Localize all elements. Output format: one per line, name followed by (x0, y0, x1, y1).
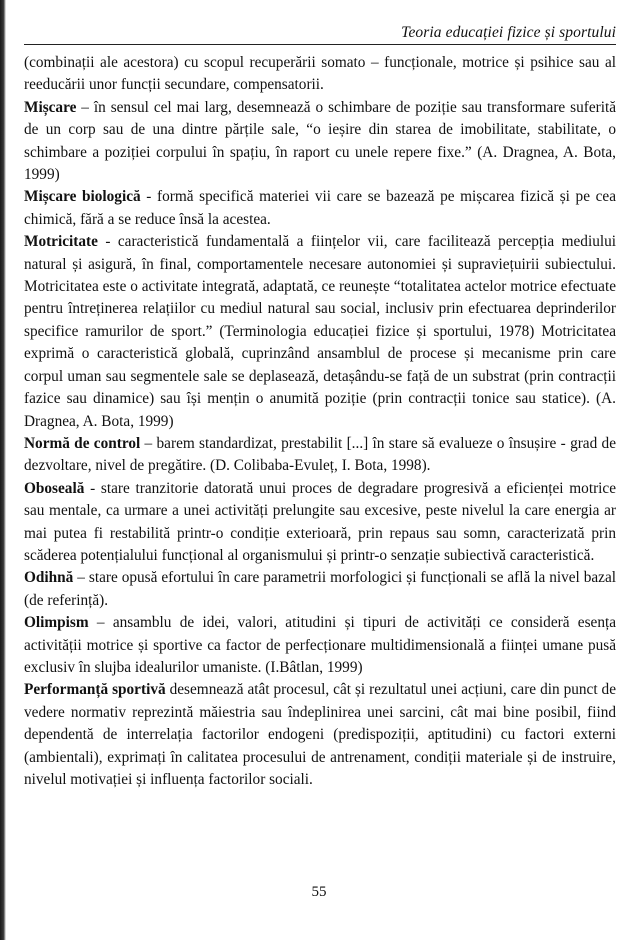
glossary-term: Performanță sportivă (24, 681, 166, 699)
glossary-definition: caracteristică fundamentală a ființelor vii, care facilitează percepția mediului natural și asigură, în final, comportamentele necesare autonomiei și supraviețuirii subiectului. Motricitatea este o activitate integrată, adaptată, ce reunește “totalitatea actelor motrice efectuate pentru întreținerea relațiilor cu mediul natural sau social, inclusiv prin efectuarea deprinderilor specifice ramurilor de sport.” (Terminologia educației fizice și sportului, 1978) Motricitatea exprimă o caracteristică globală, cuprinzând ansamblul de procese și mecanisme prin care corpul uman sau segmentele sale se deplasează, detașându-se față de un substrat (prin contracții fazice sau dinamice) sau își mențin o anumită poziție (prin contracții tonice sau statice). (A. Dragnea, A. Bota, 1999) (24, 233, 616, 430)
term-separator: - (97, 233, 118, 251)
glossary-entry (24, 52, 616, 97)
running-header (24, 20, 616, 45)
glossary-definition: formă specifică materiei vii care se bazează pe mișcarea fizică și pe cea chimică, fără a se reduce însă la acestea. (24, 188, 616, 228)
term-separator: – (140, 434, 157, 452)
glossary-entry (24, 97, 616, 187)
glossary-entry (24, 186, 616, 231)
glossary-definition: în sensul cel mai larg, desemnează o schimbare de poziție sau transformare suferită de un corp sau de una dintre părțile sale, “o ieșire din starea de imobilitate, stabilitate, o schimbare a poziției corpului în spațiu, în raport cu unele repere fixe.” (A. Dragnea, A. Bota, 1999) (24, 98, 616, 184)
glossary-entry (24, 433, 616, 478)
glossary-entry (24, 231, 616, 433)
glossary-term: Mișcare (24, 98, 77, 116)
glossary-term: Odihnă (24, 569, 74, 587)
running-header-title: Teoria educației fizice și sportului (401, 24, 616, 41)
glossary-entry (24, 567, 616, 612)
glossary-entry (24, 679, 616, 791)
glossary-body (24, 52, 616, 791)
glossary-definition: barem standardizat, prestabilit [...] în stare să evalueze o însușire - grad de dezvoltare, nivel de pregătire. (D. Colibaba-Evuleț, I. Bota, 1998). (24, 434, 616, 475)
glossary-definition: desemnează atât procesul, cât și rezultatul unei acțiuni, care din punct de vedere normativ reprezintă măiestria sau îndeplinirea unei sarcini, cât mai bine posibil, fiind dependentă de interrelația factorilor endogeni (predispoziții, aptitudini) cu factori externi (ambientali), exprimați în calitatea procesului de antrenament, condiții materiale și de instruire, nivelul motivației și influența factorilor sociali. (24, 681, 617, 788)
page-number: 55 (311, 884, 327, 900)
term-separator: - (84, 479, 101, 497)
glossary-entry (24, 612, 616, 679)
glossary-definition: stare opusă efortului în care parametrii morfologici și funcționali se află la nivel bazal (de referință). (24, 569, 616, 609)
term-separator: – (88, 614, 113, 632)
book-binding-edge (0, 0, 6, 940)
term-separator: – (73, 569, 89, 587)
glossary-definition: (combinații ale acestora) cu scopul recuperării somato – funcționale, motrice și psihice sau al reeducării unor funcții secundare, compensatorii. (24, 54, 616, 94)
glossary-term: Normă de control (24, 434, 141, 452)
glossary-definition: ansamblu de idei, valori, atitudini și tipuri de activități ce consideră esența activității motrice și sportive ca factor de perfecționare multidimensională a ființei umane pusă exclusiv în slujba idealurilor umaniste. (I.Bâtlan, 1999) (24, 614, 617, 676)
term-separator: – (76, 98, 94, 116)
glossary-entry (24, 478, 616, 568)
glossary-term: Oboseală (24, 479, 85, 497)
glossary-term: Motricitate (24, 233, 98, 251)
glossary-term: Mișcare biologică (24, 188, 141, 206)
glossary-definition: stare tranzitorie datorată unui proces de degradare progresivă a eficienței motrice sau mentale, ca urmare a unei activități prelungite sau excesive, peste nivelul la care energia ar mai putea fi restabilită printr-o condiție exterioară, prin repaus sau somn, caracterizată prin scăderea potențialului funcțional al organismului și printr-o senzație subiectivă caracteristică. (24, 479, 616, 564)
glossary-term: Olimpism (24, 614, 89, 632)
term-separator: - (140, 188, 157, 206)
